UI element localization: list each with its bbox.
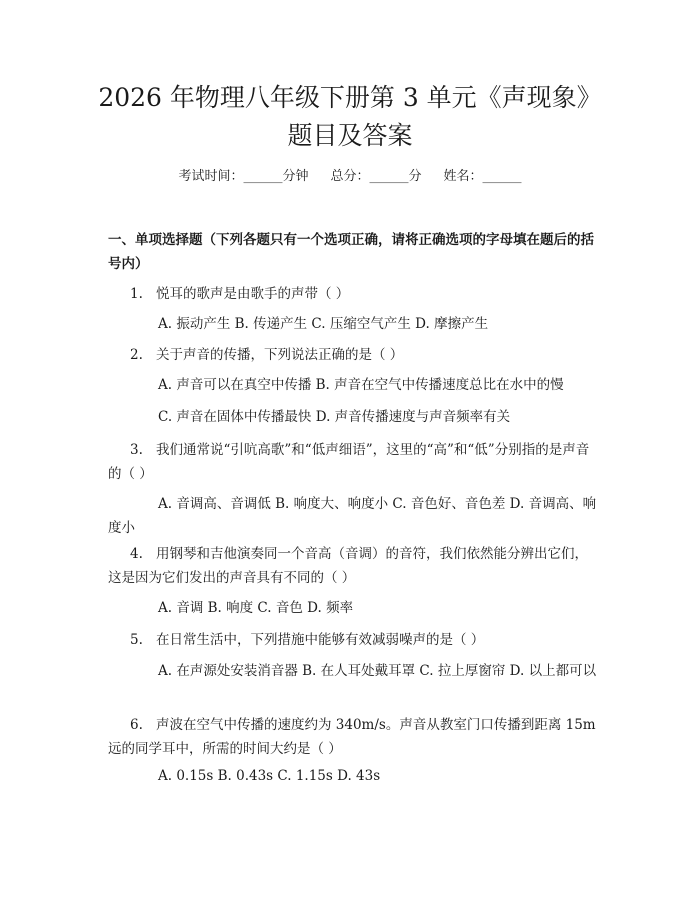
- question-1: [108, 282, 598, 306]
- student-name-field: 姓名：______: [443, 169, 522, 184]
- question-3: [108, 438, 598, 486]
- question-2: [108, 343, 598, 367]
- question-1-options: A. 振动产生 B. 传递产生 C. 压缩空气产生 D. 摩擦产生: [158, 316, 489, 332]
- question-2-options-line-1: A. 声音可以在真空中传播 B. 声音在空气中传播速度总比在水中的慢: [158, 377, 564, 393]
- question-3-options: A. 音调高、音调低 B. 响度大、响度小 C. 音色好、音色差 D. 音调高、响度小: [108, 496, 597, 536]
- question-text: 悦耳的歌声是由歌手的声带（ ）: [156, 286, 350, 302]
- section-heading: 一、单项选择题（下列各题只有一个选项正确，请将正确选项的字母填在题后的括号内）: [108, 232, 594, 272]
- question-number: 3.: [130, 442, 143, 458]
- exam-meta: [0, 167, 700, 187]
- document-title-line-1: 2026 年物理八年级下册第 3 单元《声现象》: [98, 83, 602, 112]
- question-text: 声波在空气中传播的速度约为 340m/s。声音从教室门口传播到距离 15m 远的同学耳中，所需的时间大约是（ ）: [108, 717, 596, 757]
- question-4: [108, 542, 598, 590]
- question-text: 在日常生活中，下列措施中能够有效减弱噪声的是（ ）: [156, 632, 485, 648]
- question-number: 2.: [130, 347, 143, 363]
- question-5-options: A. 在声源处安装消音器 B. 在人耳处戴耳罩 C. 拉上厚窗帘 D. 以上都可以: [158, 663, 597, 679]
- exam-time-field: 考试时间：______分钟: [178, 169, 309, 184]
- question-number: 6.: [130, 717, 143, 733]
- question-text: 关于声音的传播，下列说法正确的是（ ）: [156, 347, 404, 363]
- question-6-options: A. 0.15s B. 0.43s C. 1.15s D. 43s: [158, 768, 381, 784]
- question-number: 5.: [130, 632, 143, 648]
- question-4-options: A. 音调 B. 响度 C. 音色 D. 频率: [158, 600, 354, 616]
- document-title-line-2: 题目及答案: [287, 121, 413, 150]
- question-number: 4.: [130, 546, 143, 562]
- question-2-options-line-2: C. 声音在固体中传播最快 D. 声音传播速度与声音频率有关: [158, 409, 511, 425]
- question-text: 用钢琴和吉他演奏同一个音高（音调）的音符，我们依然能分辨出它们，这是因为它们发出的声音具有不同的（ ）: [108, 546, 588, 586]
- question-text: 我们通常说“引吭高歌”和“低声细语”，这里的“高”和“低”分别指的是声音的（ ）: [108, 442, 590, 482]
- exam-score-field: 总分：______分: [330, 169, 422, 184]
- question-6: [108, 713, 598, 761]
- question-number: 1.: [130, 286, 143, 302]
- question-5: [108, 628, 598, 652]
